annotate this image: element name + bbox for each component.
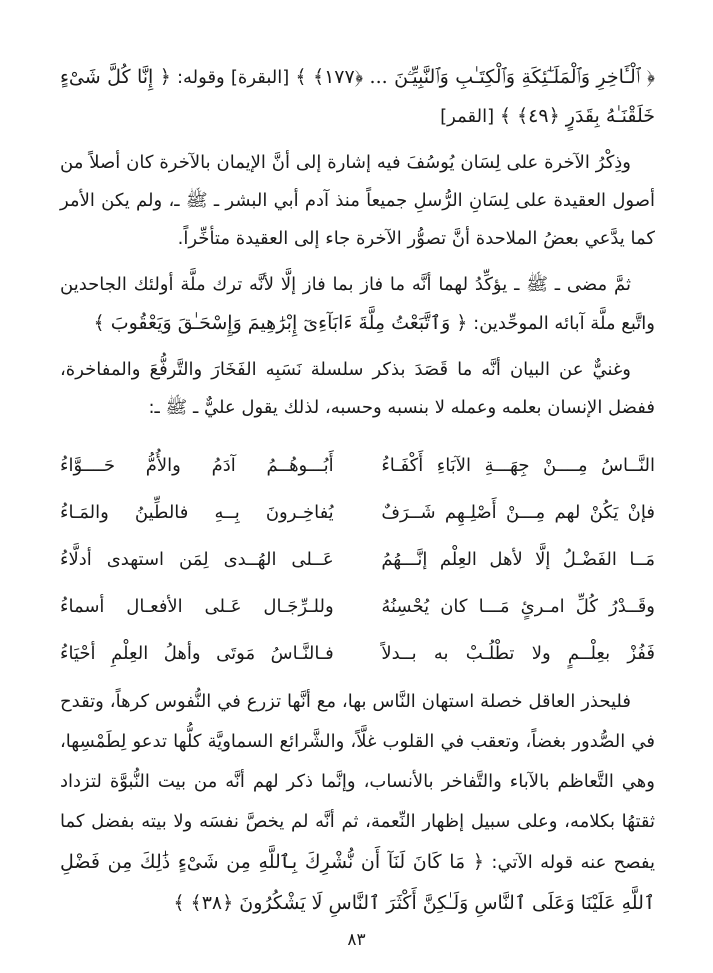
poem-line: [60, 536, 655, 583]
poem-first-hemistich: وقَــدْرُ كُلِّ امـرئٍ مَـــا كان يُحْسِنُهُ: [381, 596, 655, 617]
quran-verse-qamar: ﴿ إِنَّا كُلَّ شَىْءٍ خَلَقْنَـٰهُ بِقَدَرٍ ﴿٤٩﴾ ﴾: [60, 66, 655, 127]
poem-first-hemistich: النَّــاسُ مِــــنْ جِهَـــةِ الآبَاءِ أَكْفَـاءُ: [381, 455, 655, 476]
paragraph-lineage: وغنيٌّ عن البيان أنَّه ما قَصَدَ بذكر سلسلة نَسَبِه الفَخَارَ والتَّرفُّعَ والمفاخرة، ففضل الإنسان بعلمه وعمله لا بنسبه وحسبه، لذلك يقول عليٌّ ـ ﷺ ـ:: [60, 359, 655, 418]
poem-line: [60, 442, 655, 489]
closing-text: [60, 682, 655, 924]
main-text: [60, 58, 655, 435]
poem-line: [60, 583, 655, 630]
surah-ref-baqarah: [البقرة]: [230, 67, 290, 88]
paragraph-warning: [60, 682, 655, 924]
connector-text: وقوله:: [170, 67, 225, 88]
poem-first-hemistich: مَــا الفَضْـلُ إلَّا لأهل العِلْم إنَّـــهُمُ: [381, 549, 655, 570]
poem-second-hemistich: فـالنَّـاسُ مَوتَى وأهلُ العِلْمِ أحْيَاءُ: [60, 643, 334, 664]
poem-second-hemistich: وللـرِّجَـال عَـلى الأفعـال أسماءُ: [60, 596, 334, 617]
quran-verse-baqarah: ﴿ ٱلْـَٔاخِرِ وَٱلْمَلَـٰٓئِكَةِ وَٱلْكِتَـٰبِ وَٱلنَّبِيِّـۧنَ ... ﴿١٧٧﴾ ﴾: [295, 66, 655, 88]
poem: [60, 442, 655, 677]
poem-second-hemistich: يُفاخِـرونَ بِــهِ فالطِّينُ والمَـاءُ: [60, 502, 334, 523]
poem-line: [60, 630, 655, 677]
poem-first-hemistich: فإنْ يَكُنْ لهم مِـــنْ أَصْلِـهِم شَــرَفٌ: [381, 502, 655, 523]
page-number: ٨٣: [347, 930, 366, 950]
paragraph-fathers-creed: [60, 266, 655, 343]
paragraph-warning-text: فليحذر العاقل خصلة استهان النَّاس بها، مع أنَّها تزرع في النُّفوس كرهاً، وتقدح في الصُّدور بغضاً، وتعقب في القلوب غلَّاً، والشَّرائع السماويَّة كلُّها تدعو لِطَمْسِها، وهي التَّعاظم بالآباء والتَّفاخر بالأنساب، وإنَّما ذكر لهم أنَّه من بيت النُّبوَّة لتزداد ثقتهُا بكلامه، وعلى سبيل إظهار النِّعمة، ثم أنَّه لم يخصَّ نفسَه ولا بيته بفضل كما يفصح عنه قوله الآتي:: [60, 691, 655, 873]
paragraph-afterlife: وذِكْرُ الآخرة على لِسَان يُوسُفَ فيه إشارة إلى أنَّ الإيمان بالآخرة كان أصلاً من أصول العقيدة على لِسَانِ الرُّسلِ جميعاً منذ آدم أبي البشر ـ ﷺ ـ، ولم يكن الأمر كما يدَّعي بعضُ الملاحدة أنَّ تصوُّر الآخرة جاء إلى العقيدة متأخِّراً.: [60, 152, 655, 249]
poem-second-hemistich: عَــلى الهُــدى لِمَن استهدى أدلَّاءُ: [60, 549, 334, 570]
poem-line: [60, 489, 655, 536]
poem-second-hemistich: أَبُـــوهُــمُ آدَمُ والأُمُّ حَــــوَّاءُ: [60, 455, 334, 476]
paragraph-quran-refs: [60, 58, 655, 136]
paragraph-fathers-text: ثمَّ مضى ـ ﷺ ـ يؤكِّدُ لهما أنَّه ما فاز بما فاز إلَّا لأنَّه ترك ملَّة أولئك الجاحدين واتَّبع ملَّة آبائه الموحِّدين:: [60, 274, 655, 334]
surah-ref-qamar: [القمر]: [440, 106, 495, 127]
quran-verse-yusuf: ﴿ وَٱتَّبَعْتُ مِلَّةَ ءَابَآءِىٓ إِبْرَٰهِيمَ وَإِسْحَـٰقَ وَيَعْقُوبَ ﴾: [93, 312, 468, 334]
poem-first-hemistich: فَفُزْ بعِلْــمٍ ولا تطْلُـبْ به بــدلاً: [381, 643, 655, 664]
quran-verse-yusuf-38: ﴿ مَا كَانَ لَنَآ أَن نُّشْرِكَ بِٱللَّهِ مِن شَىْءٍ ذَٰلِكَ مِن فَضْلِ ٱللَّهِ عَلَيْنَا وَعَلَى ٱلنَّاسِ وَلَـٰكِنَّ أَكْثَرَ ٱلنَّاسِ لَا يَشْكُرُونَ ﴿٣٨﴾ ﴾: [60, 851, 655, 914]
